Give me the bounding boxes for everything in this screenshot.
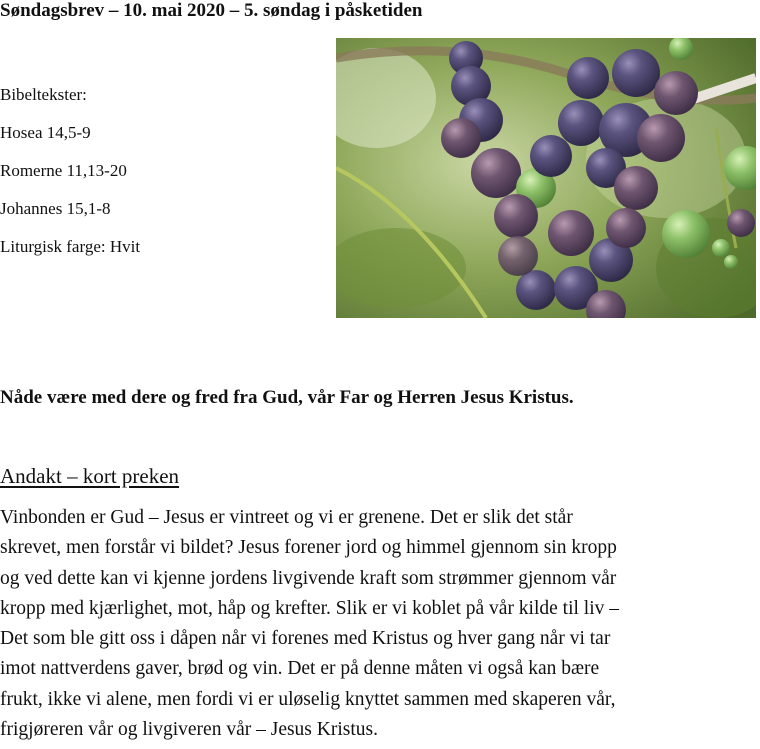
grapes-photo [336,38,756,318]
sermon-line: Det som ble gitt oss i dåpen når vi forenes med Kristus og hver gang når vi tar [0,628,611,650]
sermon-line: frigjøreren vår og livgiveren vår – Jesus Kristus. [0,719,378,741]
sermon-line: frukt, ikke vi alene, men fordi vi er uløselig knyttet sammen med skaperen vår, [0,688,616,710]
section-heading-andakt: Andakt – kort preken [0,464,180,488]
bible-heading: Bibeltekster: [0,85,87,104]
sermon-line: og ved dette kan vi kjenne jordens livgivende kraft som strømmer gjennom vår [0,567,617,589]
document-title: Søndagsbrev – 10. mai 2020 – 5. søndag i påsketiden [0,0,423,21]
grapes-illustration [336,38,756,318]
reading-hosea: Hosea 14,5-9 [0,123,91,142]
sermon-line: Vinbonden er Gud – Jesus er vintreet og vi er grenene. Det er slik det står [0,507,573,528]
reading-johannes: Johannes 15,1-8 [0,199,111,218]
bible-readings-block [0,76,140,266]
sermon-line: imot nattverdens gaver, brød og vin. Det er på denne måten vi også kan bære [0,658,600,680]
sermon-line: kropp med kjærlighet, mot, håp og krefter. Slik er vi koblet på vår kilde til liv – [0,597,620,619]
sermon-text [0,503,756,745]
liturgical-color: Liturgisk farge: Hvit [0,237,141,256]
greeting: Nåde være med dere og fred fra Gud, vår Far og Herren Jesus Kristus. [0,387,574,408]
sermon-line: skrevet, men forstår vi bildet? Jesus forener jord og himmel gjennom sin kropp [0,537,617,559]
reading-romerne: Romerne 11,13-20 [0,161,127,180]
